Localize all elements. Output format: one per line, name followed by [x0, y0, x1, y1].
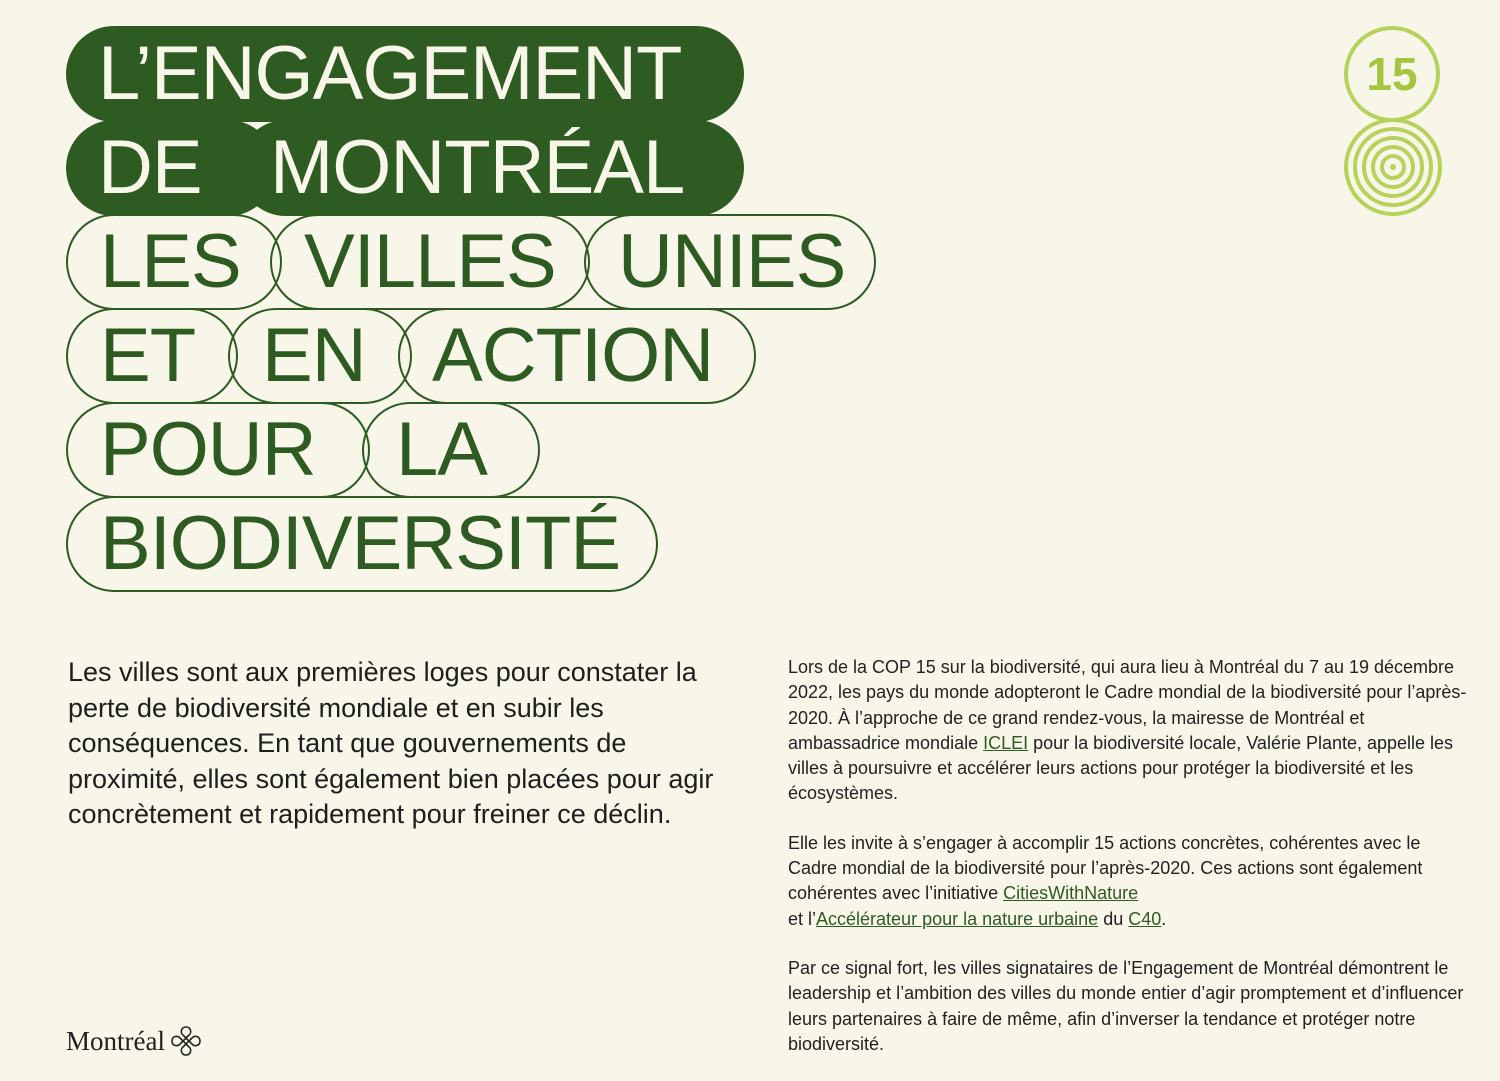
lead-paragraph: Les villes sont aux premières loges pour constater la perte de biodiversité mondiale et en subir les conséquences. En tant que gouvernements de proximité, elles sont également bien placées pour agir concrètement et rapidement pour freiner ce déclin.: [68, 657, 714, 829]
body-paragraph-2: Elle les invite à s’engager à accomplir 15 actions concrètes, cohérentes avec le Cadre mondial de la biodiversité pour l’après-2020. Ces actions sont également cohérentes avec l’initiative CitiesWithNature et l’Accélérateur pour la nature urbaine du C40.: [788, 832, 1423, 929]
headline-pill-et: ET: [66, 308, 238, 404]
headline-pill-pour: POUR: [66, 402, 370, 498]
body-column: [788, 655, 1468, 1081]
accelerateur-link[interactable]: Accélérateur pour la nature urbaine: [816, 908, 1099, 929]
logo-wordmark: Montréal: [66, 1025, 165, 1056]
headline-pill-engagement: L’ENGAGEMENT: [66, 26, 744, 122]
c40-link[interactable]: C40: [1128, 908, 1162, 929]
cop15-badge: 15: [1344, 26, 1440, 122]
headline-pill-unies: UNIES: [584, 214, 876, 310]
headline-pill-villes: VILLES: [270, 214, 590, 310]
iclei-link[interactable]: ICLEI: [983, 732, 1029, 753]
body-paragraph-3: Par ce signal fort, les villes signataires de l’Engagement de Montréal démontrent le leadership et l’ambition des villes du monde entier d’agir promptement et d’influencer leurs partenaires à faire de même, afin d’inverser la tendance et protéger notre biodiversité.: [788, 957, 1464, 1054]
headline-pill-montreal: MONTRÉAL: [238, 120, 744, 216]
body-paragraph-1: Lors de la COP 15 sur la biodiversité, qui aura lieu à Montréal du 7 au 19 décembre 2022, les pays du monde adopteront le Cadre mondial de la biodiversité pour l’après-2020. À l’approche de ce grand rendez-vous, la mairesse de Montréal et ambassadrice mondiale ICLEI pour la biodiversité locale, Valérie Plante, appelle les villes à poursuivre et accélérer leurs actions pour protéger la biodiversité et les écosystèmes.: [788, 657, 1467, 804]
headline-pill-action: ACTION: [398, 308, 756, 404]
montreal-logo: [66, 1024, 203, 1058]
headline-pill-la: LA: [362, 402, 540, 498]
headline-pill-biodiversite: BIODIVERSITÉ: [66, 496, 658, 592]
headline-pill-les: LES: [66, 214, 282, 310]
rosette-logo-icon: [169, 1024, 203, 1058]
cities-with-nature-link[interactable]: CitiesWithNature: [1003, 883, 1139, 904]
headline-pill-en: EN: [228, 308, 412, 404]
headline-pill-de: DE: [66, 120, 276, 216]
concentric-rings-icon: [1342, 118, 1446, 222]
